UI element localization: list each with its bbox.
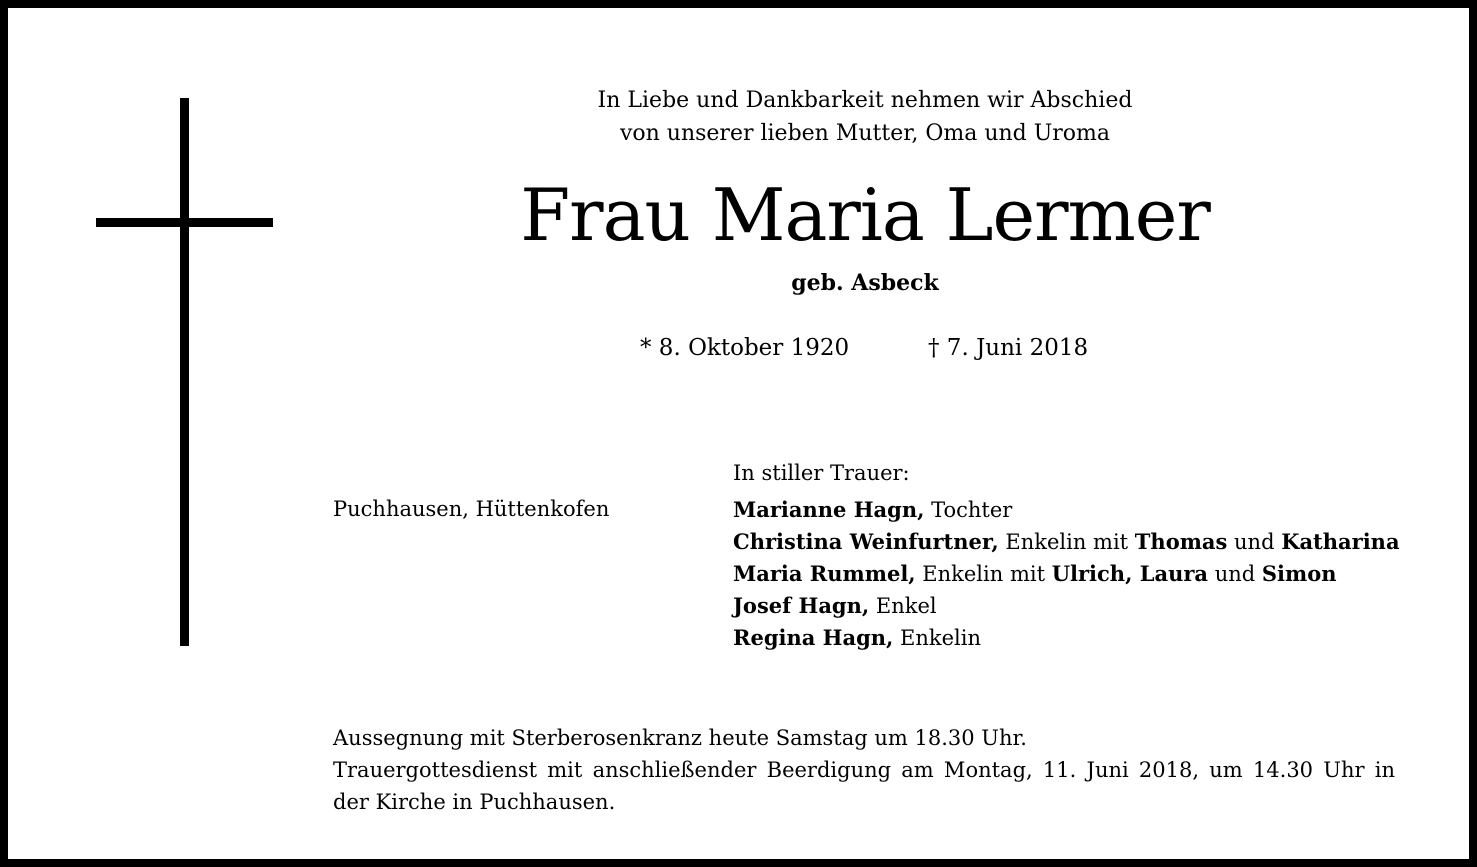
cross-horizontal-bar	[96, 218, 273, 227]
mourner-name: Marianne Hagn,	[733, 497, 925, 522]
mourner-relation: Enkelin mit	[915, 562, 1052, 586]
place-of-residence: Puchhausen, Hüttenkofen	[333, 497, 610, 521]
mourning-heading: In stiller Trauer:	[733, 461, 910, 485]
intro-line-2: von unserer lieben Mutter, Oma und Uroma	[619, 121, 1111, 146]
cross-vertical-bar	[180, 98, 189, 646]
mourner-line	[733, 622, 1400, 654]
mourner-line	[733, 558, 1400, 590]
deceased-name: Frau Maria Lermer	[520, 173, 1210, 257]
mourner-relation: und	[1208, 562, 1262, 586]
service-notice-line-2: Trauergottesdienst mit anschließender Beerdigung am Montag, 11. Juni 2018, um 14.30 Uhr in	[333, 758, 1395, 782]
mourner-name: Ulrich, Laura	[1051, 561, 1209, 586]
mourner-line	[733, 590, 1400, 622]
mourner-relation: Enkel	[869, 594, 937, 618]
mourner-line	[733, 526, 1400, 558]
mourner-relation: und	[1227, 530, 1282, 554]
service-notice-line-1: Aussegnung mit Sterberosenkranz heute Samstag um 18.30 Uhr.	[333, 726, 1027, 750]
mourner-name: Katharina	[1281, 529, 1400, 554]
mourner-name: Simon	[1261, 561, 1337, 586]
mourner-line	[733, 494, 1400, 526]
mourner-relation: Enkelin mit	[998, 530, 1135, 554]
mourner-name: Josef Hagn,	[733, 593, 870, 618]
intro-line-1: In Liebe und Dankbarkeit nehmen wir Abschied	[597, 88, 1133, 113]
maiden-name: geb. Asbeck	[791, 270, 939, 296]
mourner-relation: Tochter	[924, 498, 1013, 522]
mourners-list	[733, 494, 1400, 654]
birth-date: * 8. Oktober 1920	[640, 335, 850, 361]
mourner-name: Thomas	[1134, 529, 1228, 554]
service-notice-line-3: der Kirche in Puchhausen.	[333, 790, 616, 814]
death-date: † 7. Juni 2018	[928, 335, 1089, 361]
mourner-name: Christina Weinfurtner,	[733, 529, 999, 554]
mourner-name: Maria Rummel,	[733, 561, 916, 586]
mourner-name: Regina Hagn,	[733, 625, 894, 650]
mourner-relation: Enkelin	[893, 626, 982, 650]
